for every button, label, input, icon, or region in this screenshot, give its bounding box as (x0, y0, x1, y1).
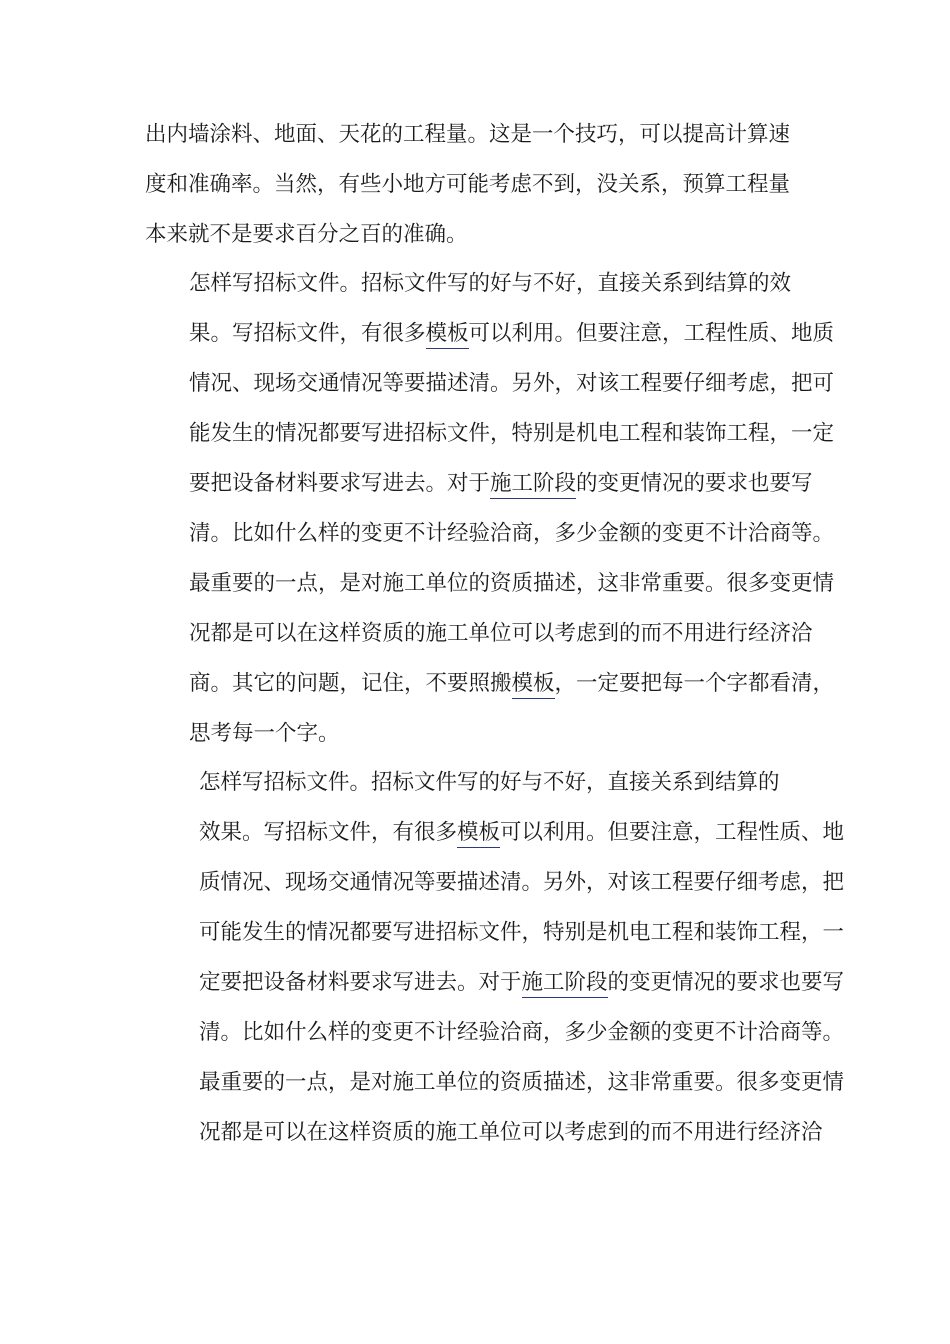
text-line (145, 210, 810, 260)
text-run: 可以利用。但要注意，工程性质、地质 (468, 321, 835, 346)
text-run: 度和准确率。当然，有些小地方可能考虑不到，没关系，预算工程量 (145, 172, 791, 197)
text-line (145, 1108, 823, 1158)
text-run: 思考每一个字。 (189, 721, 340, 746)
text-line (145, 858, 845, 908)
text-line (145, 659, 835, 709)
text-line (145, 459, 813, 509)
text-run: 况都是可以在这样资质的施工单位可以考虑到的而不用进行经济洽 (189, 621, 813, 646)
text-run: 可能发生的情况都要写进招标文件，特别是机电工程和装饰工程，一 (199, 920, 845, 945)
text-line (145, 259, 810, 309)
text-run: 怎样写招标文件。招标文件写的好与不好，直接关系到结算的 (199, 770, 780, 795)
text-run: 怎样写招标文件。招标文件写的好与不好，直接关系到结算的效 (189, 271, 792, 296)
text-line (145, 609, 813, 659)
text-line (145, 359, 835, 409)
text-run: 商。其它的问题，记住，不要照搬 (189, 671, 512, 696)
text-line (145, 309, 835, 359)
text-run: 果。写招标文件，有很多 (189, 321, 426, 346)
text-run: 清。比如什么样的变更不计经验洽商，多少金额的变更不计洽商等。 (199, 1020, 845, 1045)
text-run: 最重要的一点，是对施工单位的资质描述，这非常重要。很多变更情 (199, 1070, 845, 1095)
text-run: 效果。写招标文件，有很多 (199, 820, 458, 845)
keyword-link[interactable]: 模板 (457, 820, 500, 848)
paragraph-quantity-tip (145, 110, 810, 260)
text-run: 情况、现场交通情况等要描述清。另外，对该工程要仔细考虑，把可 (189, 371, 835, 396)
text-run: ，一定要把每一个字都看清， (554, 671, 835, 696)
text-line (145, 908, 845, 958)
text-run: 的变更情况的要求也要写 (607, 970, 845, 995)
text-line (145, 758, 810, 808)
text-line (145, 709, 810, 759)
text-run: 可以利用。但要注意，工程性质、地 (500, 820, 845, 845)
keyword-link[interactable]: 施工阶段 (522, 970, 608, 998)
paragraph-tender-document (145, 259, 835, 759)
text-line (145, 1008, 845, 1058)
text-run: 质情况、现场交通情况等要描述清。另外，对该工程要仔细考虑，把 (199, 870, 845, 895)
text-run: 本来就不是要求百分之百的准确。 (145, 222, 468, 247)
text-run: 的变更情况的要求也要写 (576, 471, 813, 496)
text-line (145, 808, 845, 858)
paragraph-tender-document-repeat (145, 758, 845, 1158)
text-line (145, 559, 835, 609)
text-run: 能发生的情况都要写进招标文件，特别是机电工程和装饰工程，一定 (189, 421, 835, 446)
text-run: 况都是可以在这样资质的施工单位可以考虑到的而不用进行经济洽 (199, 1120, 823, 1145)
keyword-link[interactable]: 模板 (426, 321, 469, 349)
text-run: 清。比如什么样的变更不计经验洽商，多少金额的变更不计洽商等。 (189, 521, 835, 546)
text-run: 出内墙涂料、地面、天花的工程量。这是一个技巧，可以提高计算速 (145, 122, 791, 147)
text-line (145, 958, 845, 1008)
text-run: 要把设备材料要求写进去。对于 (189, 471, 491, 496)
text-line (145, 1058, 845, 1108)
text-run: 最重要的一点，是对施工单位的资质描述，这非常重要。很多变更情 (189, 571, 835, 596)
text-line (145, 409, 835, 459)
text-line (145, 160, 810, 210)
text-line (145, 110, 810, 160)
text-run: 定要把设备材料要求写进去。对于 (199, 970, 522, 995)
text-line (145, 509, 835, 559)
keyword-link[interactable]: 施工阶段 (490, 471, 576, 499)
keyword-link[interactable]: 模板 (512, 671, 555, 699)
